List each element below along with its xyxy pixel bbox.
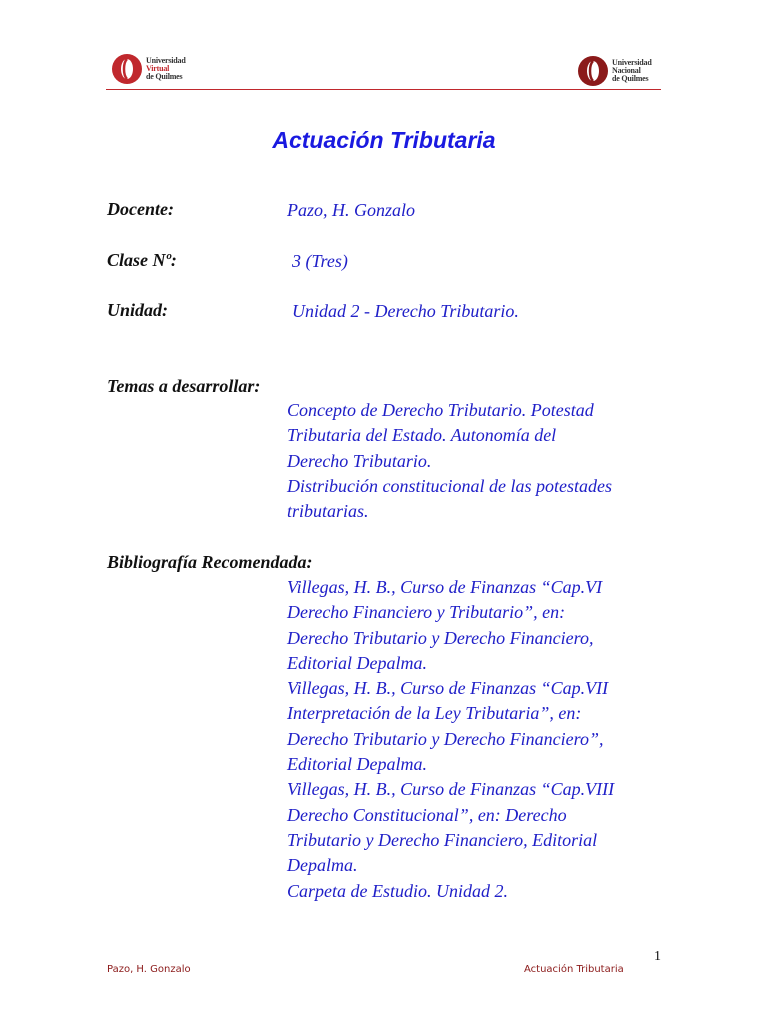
temas-list xyxy=(287,398,687,524)
footer-course-title: Actuación Tributaria xyxy=(524,964,624,975)
footer-author: Pazo, H. Gonzalo xyxy=(107,964,191,975)
bibliografia-line: Interpretación de la Ley Tributaria”, en: xyxy=(287,703,582,724)
logo-right-line2: Nacional xyxy=(612,66,641,75)
clase-label: Clase Nº: xyxy=(107,250,177,270)
temas-line: tributarias. xyxy=(287,501,369,522)
bibliografia-line: Villegas, H. B., Curso de Finanzas “Cap.VII xyxy=(287,678,609,699)
document-title: Actuación Tributaria xyxy=(272,127,496,153)
bibliografia-line: Villegas, H. B., Curso de Finanzas “Cap.VIII xyxy=(287,779,615,800)
bibliografia-line: Depalma. xyxy=(287,855,358,876)
uvq-emblem-icon xyxy=(111,53,143,85)
logo-left-line3: de Quilmes xyxy=(146,72,183,81)
logo-universidad-virtual-quilmes xyxy=(111,53,186,85)
bibliografia-line: Derecho Tributario y Derecho Financiero, xyxy=(287,627,594,648)
temas-label: Temas a desarrollar: xyxy=(107,376,261,396)
bibliografia-line: Carpeta de Estudio. Unidad 2. xyxy=(287,880,508,901)
bibliografia-line: Derecho Financiero y Tributario”, en: xyxy=(287,602,566,623)
logo-left-line2: Virtual xyxy=(146,64,170,73)
logo-left-text xyxy=(146,57,186,81)
bibliografia-line: Tributario y Derecho Financiero, Editorial xyxy=(287,829,598,850)
logo-right-line3: de Quilmes xyxy=(612,74,649,83)
clase-value: 3 (Tres) xyxy=(292,251,348,271)
unq-emblem-icon xyxy=(577,55,609,87)
unidad-label: Unidad: xyxy=(107,300,169,320)
bibliografia-list xyxy=(287,575,687,904)
header-divider xyxy=(106,89,661,90)
bibliografia-line: Derecho Tributario y Derecho Financiero”, xyxy=(287,728,604,749)
bibliografia-line: Editorial Depalma. xyxy=(287,652,427,673)
docente-value: Pazo, H. Gonzalo xyxy=(287,200,416,220)
docente-label: Docente: xyxy=(107,199,174,219)
temas-line: Distribución constitucional de las potestades xyxy=(287,475,612,496)
bibliografia-label: Bibliografía Recomendada: xyxy=(107,552,313,572)
temas-line: Tributaria del Estado. Autonomía del xyxy=(287,425,557,446)
logo-universidad-nacional-quilmes xyxy=(577,55,652,87)
logo-right-line1: Universidad xyxy=(612,58,652,67)
temas-line: Concepto de Derecho Tributario. Potestad xyxy=(287,400,594,420)
bibliografia-line: Editorial Depalma. xyxy=(287,754,427,775)
logo-right-text xyxy=(612,59,652,83)
temas-line: Derecho Tributario. xyxy=(287,450,432,471)
bibliografia-line: Villegas, H. B., Curso de Finanzas “Cap.VI xyxy=(287,577,603,597)
logo-left-line1: Universidad xyxy=(146,56,186,65)
page-number: 1 xyxy=(654,949,661,964)
unidad-value: Unidad 2 - Derecho Tributario. xyxy=(292,301,519,321)
bibliografia-line: Derecho Constitucional”, en: Derecho xyxy=(287,804,567,825)
